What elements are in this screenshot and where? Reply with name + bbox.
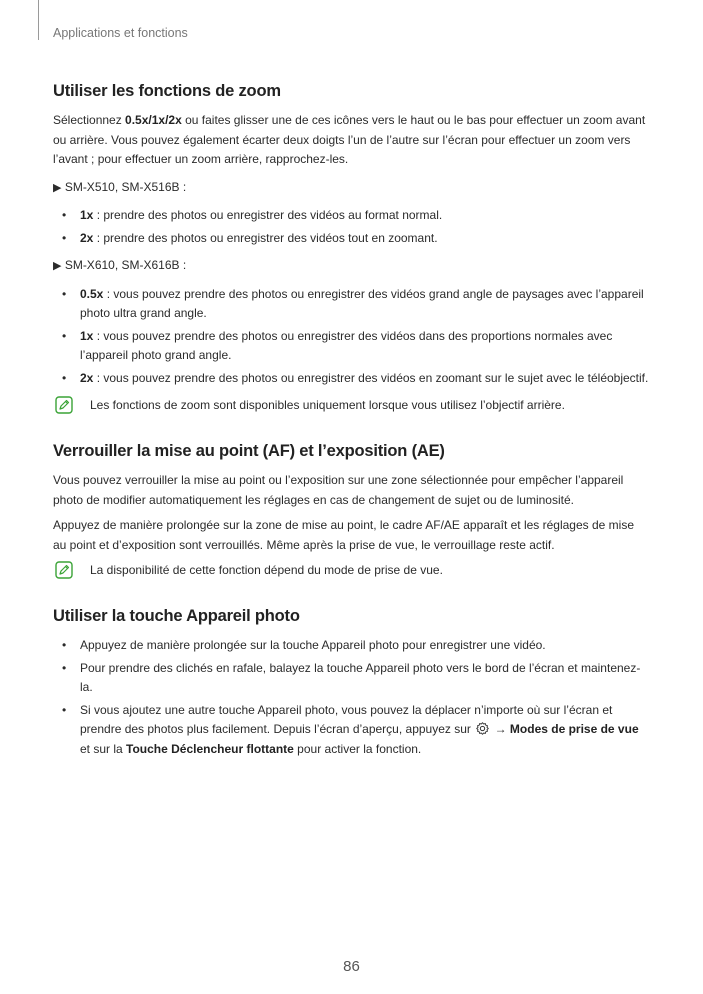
- camera-button-list: [53, 636, 649, 759]
- list-item: • 0.5x : vous pouvez prendre des photos ou enregistrer des vidéos grand angle de paysages avec l’appareil photo ultra grand angle.: [62, 286, 644, 320]
- section-title-af-ae: Verrouiller la mise au point (AF) et l’exposition (AE): [53, 442, 445, 460]
- list-item: • 2x : prendre des photos ou enregistrer des vidéos tout en zoomant.: [62, 230, 438, 245]
- model-group-1-list: [53, 206, 649, 248]
- model-group-2-label: ▶ SM-X610, SM-X616B :: [53, 258, 187, 272]
- model-group-2-list: [53, 285, 649, 389]
- page-number: 86: [343, 958, 360, 975]
- triangle-right-icon: ▶: [53, 260, 62, 272]
- list-item: • Appuyez de manière prolongée sur la touche Appareil photo pour enregistrer une vidéo.: [62, 638, 546, 652]
- list-item: • Si vous ajoutez une autre touche Appareil photo, vous pouvez la déplacer n’importe où sur l’écran et prendre des photos plus facilement. Depuis l’écran d’aperçu, appuyez sur → Modes de prise de vue et sur la Touche Déclencheur flottante pour activer la fonction.: [62, 702, 639, 756]
- af-ae-para-2: Appuyez de manière prolongée sur la zone de mise au point, le cadre AF/AE apparaît et les réglages de mise au point et d’exposition sont verrouillés. Même après la prise de vue, le verrouillage reste actif.: [53, 518, 635, 552]
- af-ae-section: [53, 442, 649, 581]
- running-header: Applications et fonctions: [53, 26, 188, 40]
- af-ae-para-1: Vous pouvez verrouiller la mise au point ou l’exposition sur une zone sélectionnée pour empêcher l’appareil photo de modifier automatiquement les réglages en cas de changement de sujet ou de luminosité.: [53, 473, 624, 507]
- list-item: • Pour prendre des clichés en rafale, balayez la touche Appareil photo vers le bord de l’écran et maintenez-la.: [62, 660, 641, 694]
- list-item: • 1x : prendre des photos ou enregistrer des vidéos au format normal.: [62, 208, 443, 222]
- section-title-zoom: Utiliser les fonctions de zoom: [53, 82, 281, 100]
- zoom-note: Les fonctions de zoom sont disponibles uniquement lorsque vous utilisez l’objectif arrière.: [53, 396, 649, 416]
- note-pencil-icon: [55, 561, 73, 579]
- corner-line: [38, 0, 39, 40]
- camera-button-section: [53, 607, 649, 759]
- zoom-intro: Sélectionnez 0.5x/1x/2x ou faites glisser une de ces icônes vers le haut ou le bas pour effectuer un zoom avant ou arrière. Vous pouvez également écarter deux doigts l’un de l’autre sur l’écran pour effectuer un zoom vers l’avant ; pour effectuer un zoom arrière, rapprochez-les.: [53, 113, 646, 166]
- model-group-1-label: ▶ SM-X510, SM-X516B :: [53, 179, 187, 194]
- note-pencil-icon: [55, 396, 73, 414]
- list-item: • 2x : vous pouvez prendre des photos ou enregistrer des vidéos en zoomant sur le sujet avec le téléobjectif.: [62, 370, 649, 385]
- page-content: [53, 82, 649, 767]
- zoom-section: [53, 82, 649, 416]
- section-title-camera-button: Utiliser la touche Appareil photo: [53, 607, 300, 625]
- list-item: • 1x : vous pouvez prendre des photos ou enregistrer des vidéos dans des proportions normales avec l’appareil photo grand angle.: [62, 328, 613, 362]
- af-ae-note: La disponibilité de cette fonction dépend du mode de prise de vue.: [53, 561, 649, 581]
- triangle-right-icon: ▶: [53, 181, 62, 194]
- settings-gear-icon: [475, 721, 490, 736]
